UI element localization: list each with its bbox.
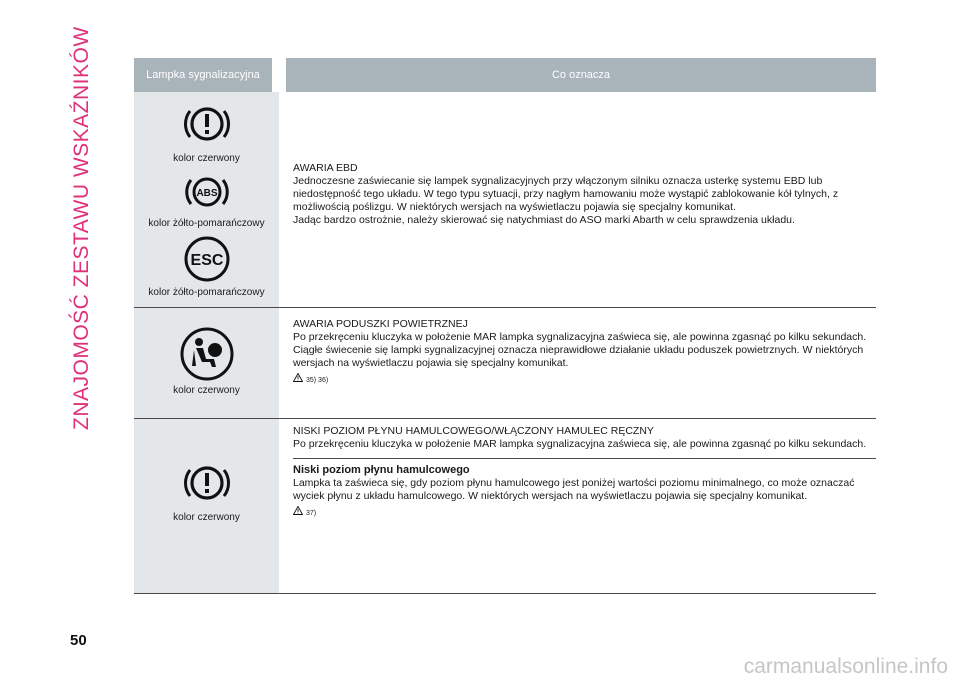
airbag-icon xyxy=(136,326,277,382)
lamp-item xyxy=(136,98,277,165)
row-title: AWARIA PODUSZKI POWIETRZNEJ xyxy=(293,318,468,330)
row-text: Jednoczesne zaświecanie się lampek sygnalizacyjnych przy włączonym silniku oznacza usterkę systemu EBD lub niedostępność tego układu. W tego typu sytuacji, przy nagłym hamowaniu może wystąpić zablokowanie kół tylnych, z możliwością poślizgu. W niektórych wersjach na wyświetlaczu pojawia się specjalny komunikat. xyxy=(293,175,839,213)
description-cell xyxy=(279,92,876,308)
table-row xyxy=(134,419,876,594)
lamp-label: kolor czerwony xyxy=(173,153,240,164)
warning-lights-table xyxy=(134,58,876,594)
svg-text:ABS: ABS xyxy=(195,188,218,199)
exclamation-circle-icon xyxy=(136,457,277,509)
lamp-label: kolor żółto-pomarańczowy xyxy=(148,287,265,298)
exclamation-circle-icon xyxy=(136,98,277,150)
lamp-cell xyxy=(134,308,279,419)
table-row xyxy=(134,308,876,419)
lamp-item xyxy=(136,169,277,230)
watermark: carmanualsonline.info xyxy=(743,655,948,678)
reference-numbers: 35) 36) xyxy=(306,376,329,384)
table-row xyxy=(134,92,876,308)
reference-numbers: 37) xyxy=(306,509,317,517)
row-text: Po przekręceniu kluczyka w położenie MAR lampka sygnalizacyjna zaświeca się, ale powinna zgasnąć po kilku sekundach. xyxy=(293,331,867,343)
row-text: Po przekręceniu kluczyka w położenie MAR lampka sygnalizacyjna zaświeca się, ale powinna zgasnąć po kilku sekundach. xyxy=(293,438,867,450)
lamp-item xyxy=(136,326,277,397)
lamp-item xyxy=(136,234,277,299)
warning-triangle-icon xyxy=(293,373,303,387)
lamp-label: kolor żółto-pomarańczowy xyxy=(148,218,265,229)
header-meaning: Co oznacza xyxy=(279,58,876,92)
description-cell xyxy=(279,308,876,419)
lamp-label: kolor czerwony xyxy=(173,512,240,523)
warning-references xyxy=(293,373,876,387)
lamp-cell xyxy=(134,419,279,594)
warning-triangle-icon xyxy=(293,506,303,520)
page-number: 50 xyxy=(70,632,87,649)
description-cell xyxy=(279,419,876,594)
svg-text:ESC: ESC xyxy=(190,252,223,269)
row-subheading: Niski poziom płynu hamulcowego xyxy=(293,464,470,476)
section-title: ZNAJOMOŚĆ ZESTAWU WSKAŹNIKÓW xyxy=(70,26,93,430)
table-header xyxy=(134,58,876,92)
header-lamp: Lampka sygnalizacyjna xyxy=(134,58,279,92)
abs-icon xyxy=(136,169,277,215)
row-title: NISKI POZIOM PŁYNU HAMULCOWEGO/WŁĄCZONY HAMULEC RĘCZNY xyxy=(293,425,654,437)
lamp-cell xyxy=(134,92,279,308)
row-text-2: Jadąc bardzo ostrożnie, należy skierować się natychmiast do ASO marki Abarth w celu sprawdzenia układu. xyxy=(293,214,795,226)
row-title: AWARIA EBD xyxy=(293,162,358,174)
lamp-label: kolor czerwony xyxy=(173,385,240,396)
lamp-item xyxy=(136,457,277,524)
warning-references xyxy=(293,506,876,520)
row-text-2: Ciągłe świecenie się lampki sygnalizacyjnej oznacza nieprawidłowe działanie układu poduszek powietrznych. W niektórych wersjach na wyświetlaczu pojawia się specjalny komunikat. xyxy=(293,344,864,369)
sub-divider xyxy=(293,458,876,459)
esc-icon xyxy=(136,234,277,284)
row-text-2: Lampka ta zaświeca się, gdy poziom płynu hamulcowego jest poniżej wartości poziomu minimalnego, co może oznaczać wyciek płynu z układu hamulcowego. W niektórych wersjach na wyświetlaczu pojawia się specjalny komunikat. xyxy=(293,477,855,502)
